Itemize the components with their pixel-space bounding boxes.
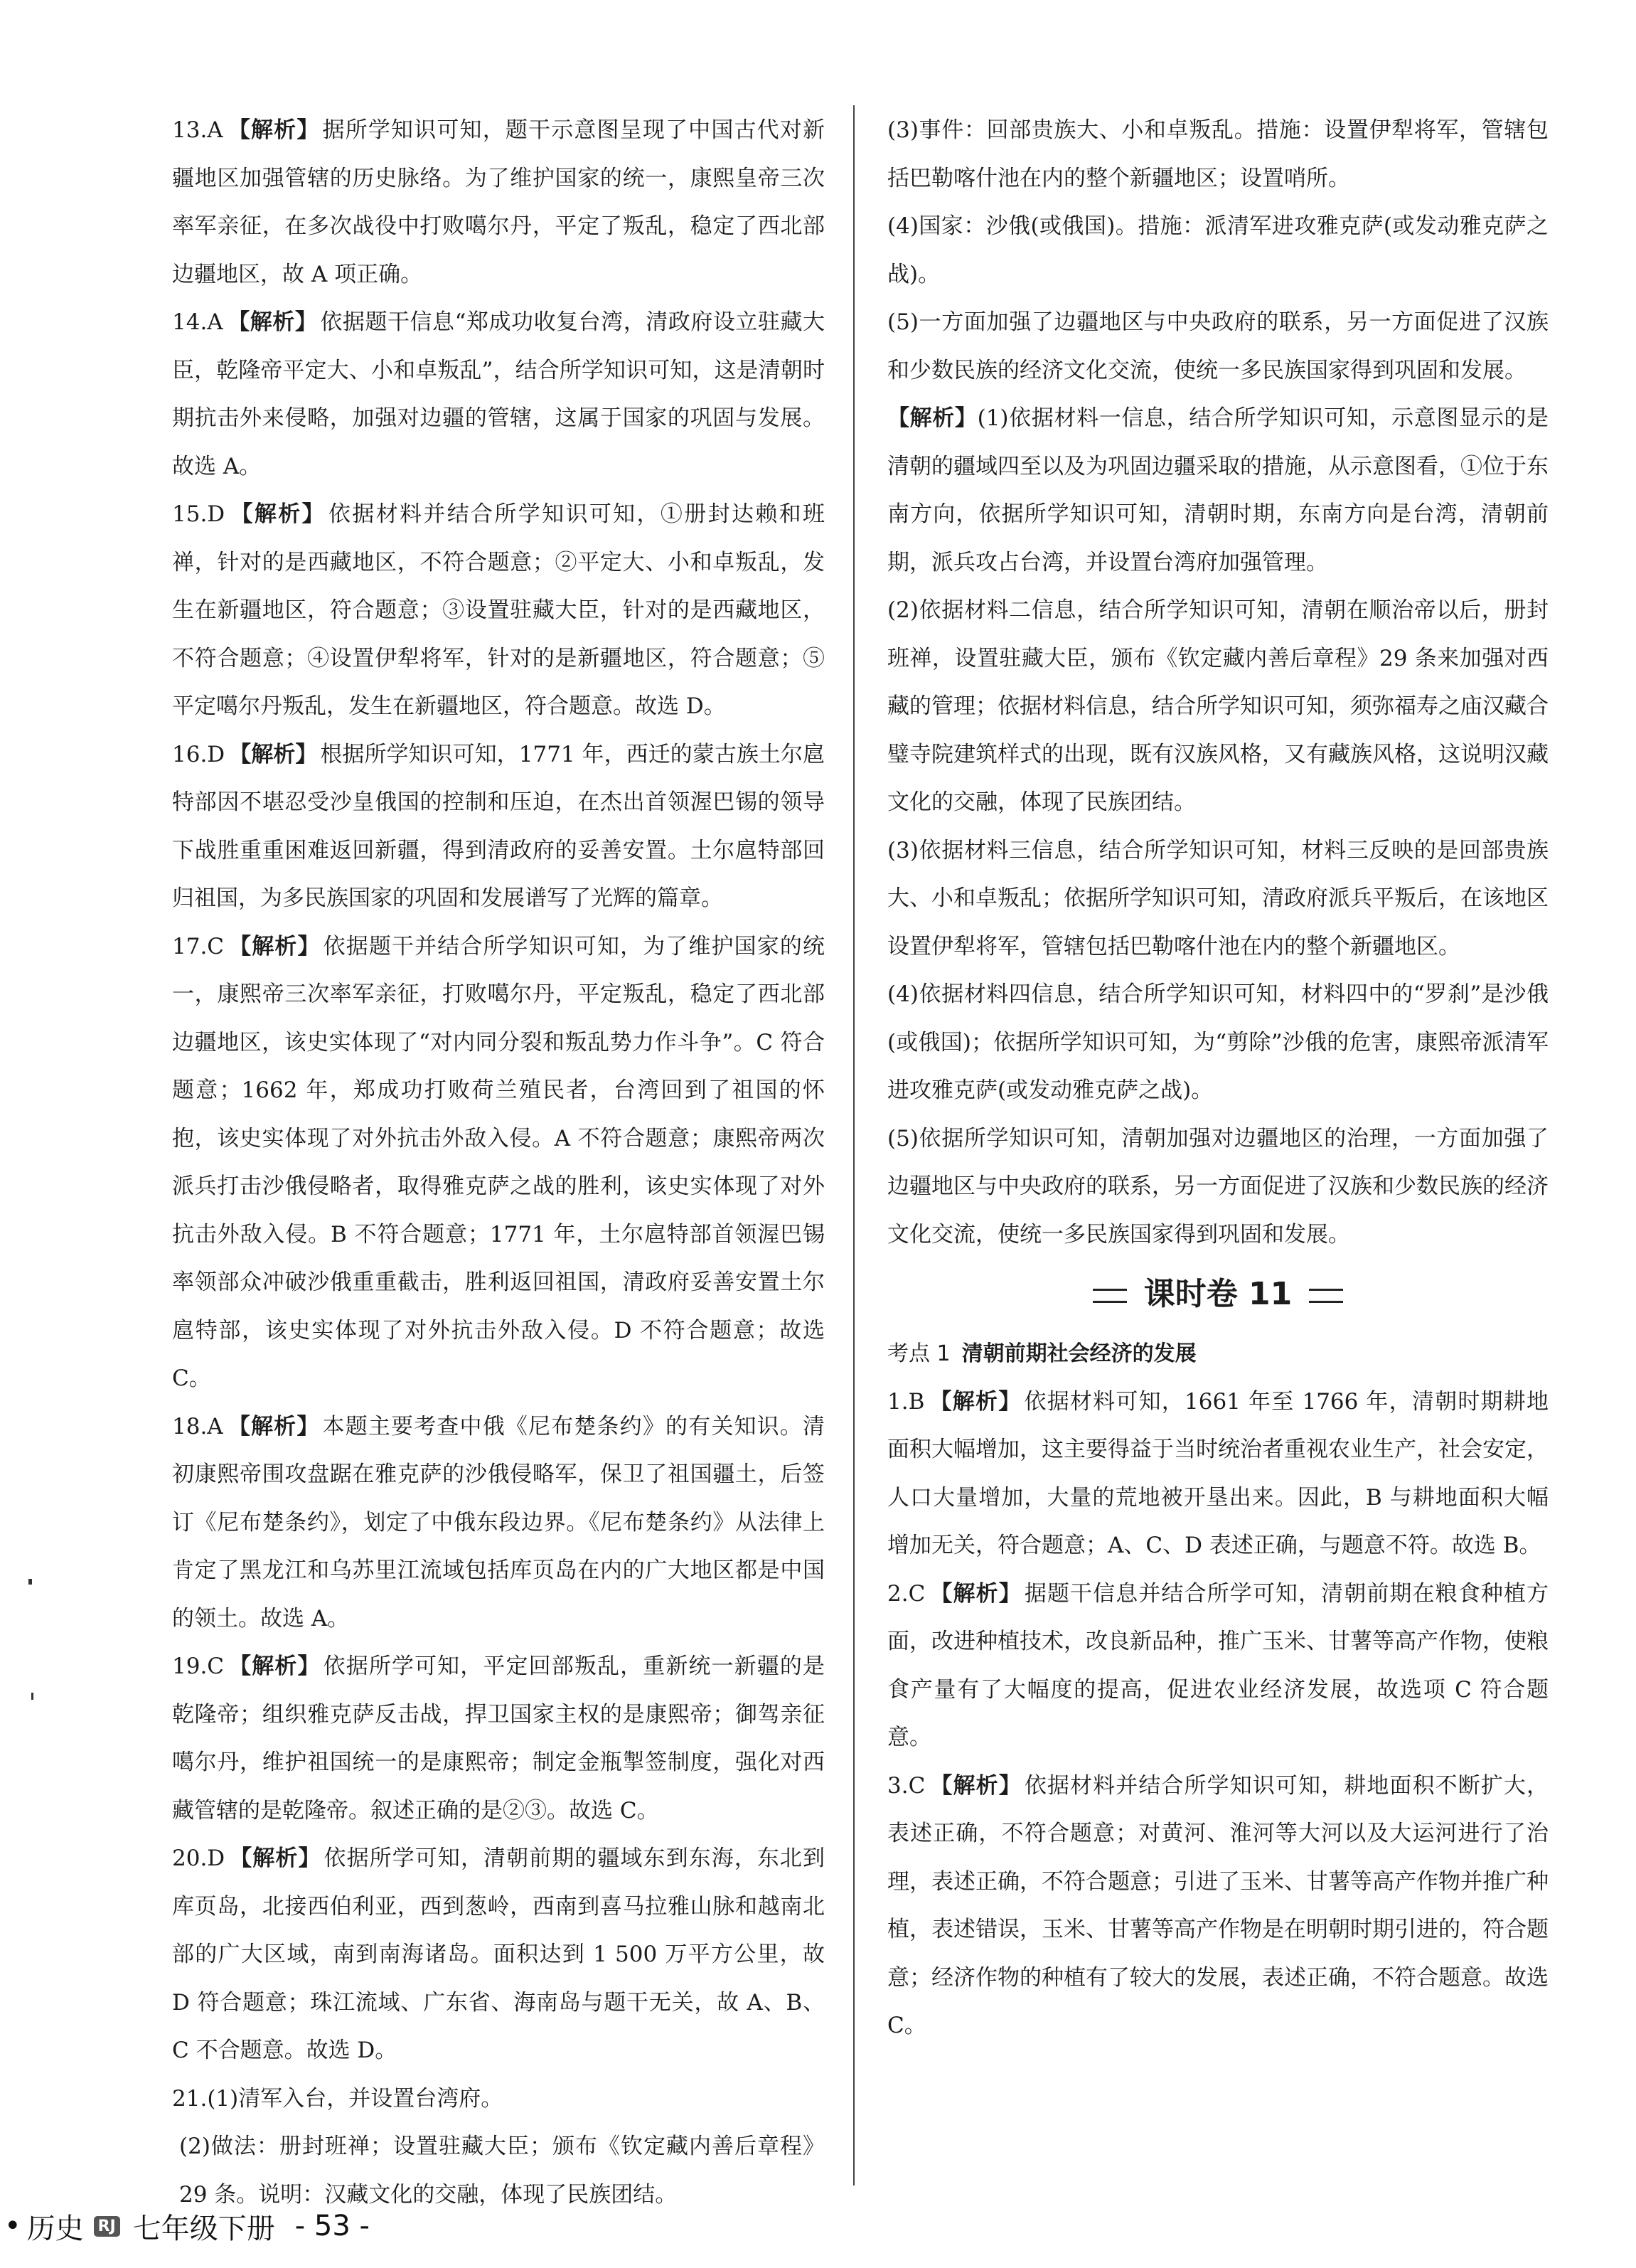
analysis-21-part-4: (4)依据材料四信息，结合所学知识可知，材料四中的“罗刹”是沙俄(或俄国)；依据所学知识可知，为“剪除”沙俄的危害，康熙帝派清军进攻雅克萨(或发动雅克萨之战)。 bbox=[887, 981, 1549, 1103]
page-footer: • 历史 RJ 七年级下册 - 53 - bbox=[0, 2203, 370, 2249]
footer-grade: 七年级下册 bbox=[132, 2212, 275, 2245]
footer-subject: 历史 bbox=[26, 2212, 84, 2245]
answer-16: 16.D 【解析】 根据所学知识可知，1771 年，西迁的蒙古族土尔扈特部因不堪忍受沙皇俄国的控制和压迫，在杰出首领渥巴锡的领导下战胜重重困难返回新疆，得到清政府的妥善安置。土尔扈特部回归祖国，为多民族国家的巩固和发展谱写了光辉的篇章。 bbox=[172, 741, 825, 911]
edition-badge: RJ bbox=[94, 2216, 120, 2237]
answer-21: 21.(1)清军入台，并设置台湾府。 bbox=[172, 2085, 503, 2112]
right-column bbox=[887, 107, 1549, 2050]
analysis-21-part-5: (5)依据所学知识可知，清朝加强对边疆地区的治理，一方面加强了边疆地区与中央政府的联系，另一方面促进了汉族和少数民族的经济文化交流，使统一多民族国家得到巩固和发展。 bbox=[887, 1125, 1549, 1247]
answer-21-part-2: (2)做法：册封班禅；设置驻藏大臣；颁布《钦定藏内善后章程》29 条。说明：汉藏文化的交融，体现了民族团结。 bbox=[179, 2134, 825, 2208]
column-divider bbox=[853, 105, 855, 2186]
answer-19: 19.C 【解析】 依据所学可知，平定回部叛乱，重新统一新疆的是乾隆帝；组织雅克萨反击战，捍卫国家主权的是康熙帝；御驾亲征噶尔丹，维护祖国统一的是康熙帝；制定金瓶掣签制度，强化对西藏管辖的是乾隆帝。叙述正确的是②③。故选 C。 bbox=[172, 1654, 825, 1824]
analysis-21-part-3: (3)依据材料三信息，结合所学知识可知，材料三反映的是回部贵族大、小和卓叛乱；依据所学知识可知，清政府派兵平叛后，在该地区设置伊犁将军，管辖包括巴勒喀什池在内的整个新疆地区。 bbox=[887, 837, 1549, 959]
answer-14: 14.A 【解析】 依据题干信息“郑成功收复台湾，清政府设立驻藏大臣，乾隆帝平定大、小和卓叛乱”，结合所学知识可知，这是清朝时期抗击外来侵略，加强对边疆的管辖，这属于国家的巩固与发展。故选 A。 bbox=[172, 309, 825, 479]
analysis-21-part-2: (2)依据材料二信息，结合所学知识可知，清朝在顺治帝以后，册封班禅，设置驻藏大臣，颁布《钦定藏内善后章程》29 条来加强对西藏的管理；依据材料信息，结合所学知识可知，须弥福寿之庙汉藏合璧寺院建筑样式的出现，既有汉族风格，又有藏族风格，这说明汉藏文化的交融，体现了民族团结。 bbox=[887, 597, 1549, 815]
analysis-21-part-1: 【解析】(1)依据材料一信息，结合所学知识可知，示意图显示的是清朝的疆域四至以及为巩固边疆采取的措施，从示意图看，①位于东南方向，依据所学知识可知，清朝时期，东南方向是台湾，清朝前期，派兵攻占台湾，并设置台湾府加强管理。 bbox=[887, 405, 1549, 575]
answer-18: 18.A 【解析】 本题主要考查中俄《尼布楚条约》的有关知识。清初康熙帝围攻盘踞在雅克萨的沙俄侵略军，保卫了祖国疆土，后签订《尼布楚条约》，划定了中俄东段边界。《尼布楚条约》从法律上肯定了黑龙江和乌苏里江流域包括库页岛在内的广大地区都是中国的领土。故选 A。 bbox=[172, 1413, 825, 1631]
answer-13: 13.A 【解析】 据所学知识可知，题干示意图呈现了中国古代对新疆地区加强管辖的历史脉络。为了维护国家的统一，康熙皇帝三次率军亲征，在多次战役中打败噶尔丹，平定了叛乱，稳定了西北部边疆地区，故 A 项正确。 bbox=[172, 117, 825, 287]
section-title: 课时卷 11 bbox=[887, 1259, 1549, 1330]
answer-21-part-3: (3)事件：回部贵族大、小和卓叛乱。措施：设置伊犁将军，管辖包括巴勒喀什池在内的整个新疆地区；设置哨所。 bbox=[887, 117, 1549, 191]
margin-mark bbox=[31, 1693, 33, 1700]
left-column bbox=[172, 107, 825, 2219]
answer-20: 20.D 【解析】 依据所学可知，清朝前期的疆域东到东海，东北到库页岛，北接西伯利亚，西到葱岭，西南到喜马拉雅山脉和越南北部的广大区域，南到南海诸岛。面积达到 1 500 万平方公里，故 D 符合题意；珠江流域、广东省、海南岛与题干无关，故 A、B、C 不合题意。故选 D。 bbox=[172, 1846, 825, 2063]
topic-heading: 考点 1 清朝前期社会经济的发展 bbox=[887, 1341, 1197, 1366]
lesson-answer-1: 1.B 【解析】 依据材料可知，1661 年至 1766 年，清朝时期耕地面积大幅增加，这主要得益于当时统治者重视农业生产，社会安定，人口大量增加，大量的荒地被开垦出来。因此，B 与耕地面积大幅增加无关，符合题意；A、C、D 表述正确，与题意不符。故选 B。 bbox=[887, 1388, 1549, 1558]
page-number: - 53 - bbox=[294, 2210, 370, 2242]
title-bars-left-icon bbox=[1093, 1289, 1127, 1303]
answer-15: 15.D 【解析】 依据材料并结合所学知识可知，①册封达赖和班禅，针对的是西藏地区，不符合题意；②平定大、小和卓叛乱，发生在新疆地区，符合题意；③设置驻藏大臣，针对的是西藏地区，不符合题意；④设置伊犁将军，针对的是新疆地区，符合题意；⑤平定噶尔丹叛乱，发生在新疆地区，符合题意。故选 D。 bbox=[172, 501, 825, 719]
margin-mark bbox=[28, 1579, 32, 1585]
lesson-answer-3: 3.C 【解析】 依据材料并结合所学知识可知，耕地面积不断扩大，表述正确，不符合题意；对黄河、淮河等大河以及大运河进行了治理，表述正确，不符合题意；引进了玉米、甘薯等高产作物并推广种植，表述错误，玉米、甘薯等高产作物是在明朝时期引进的，符合题意；经济作物的种植有了较大的发展，表述正确，不符合题意。故选 C。 bbox=[887, 1772, 1549, 2038]
lesson-answer-2: 2.C 【解析】 据题干信息并结合所学可知，清朝前期在粮食种植方面，改进种植技术，改良新品种，推广玉米、甘薯等高产作物，使粮食产量有了大幅度的提高，促进农业经济发展，故选项 C 符合题意。 bbox=[887, 1580, 1549, 1750]
title-bars-right-icon bbox=[1309, 1289, 1343, 1303]
answer-21-part-5: (5)一方面加强了边疆地区与中央政府的联系，另一方面促进了汉族和少数民族的经济文化交流，使统一多民族国家得到巩固和发展。 bbox=[887, 309, 1549, 383]
answer-21-part-4: (4)国家：沙俄(或俄国)。措施：派清军进攻雅克萨(或发动雅克萨之战)。 bbox=[887, 213, 1549, 287]
answer-17: 17.C 【解析】 依据题干并结合所学知识可知，为了维护国家的统一，康熙帝三次率军亲征，打败噶尔丹，平定叛乱，稳定了西北部边疆地区，该史实体现了“对内同分裂和叛乱势力作斗争”。C 符合题意；1662 年，郑成功打败荷兰殖民者，台湾回到了祖国的怀抱，该史实体现了对外抗击外敌入侵。A 不符合题意；康熙帝两次派兵打击沙俄侵略者，取得雅克萨之战的胜利，该史实体现了对外抗击外敌入侵。B 不符合题意；1771 年，土尔扈特部首领渥巴锡率领部众冲破沙俄重重截击，胜利返回祖国，清政府妥善安置土尔扈特部，该史实体现了对外抗击外敌入侵。D 不符合题意；故选 C。 bbox=[172, 933, 825, 1391]
